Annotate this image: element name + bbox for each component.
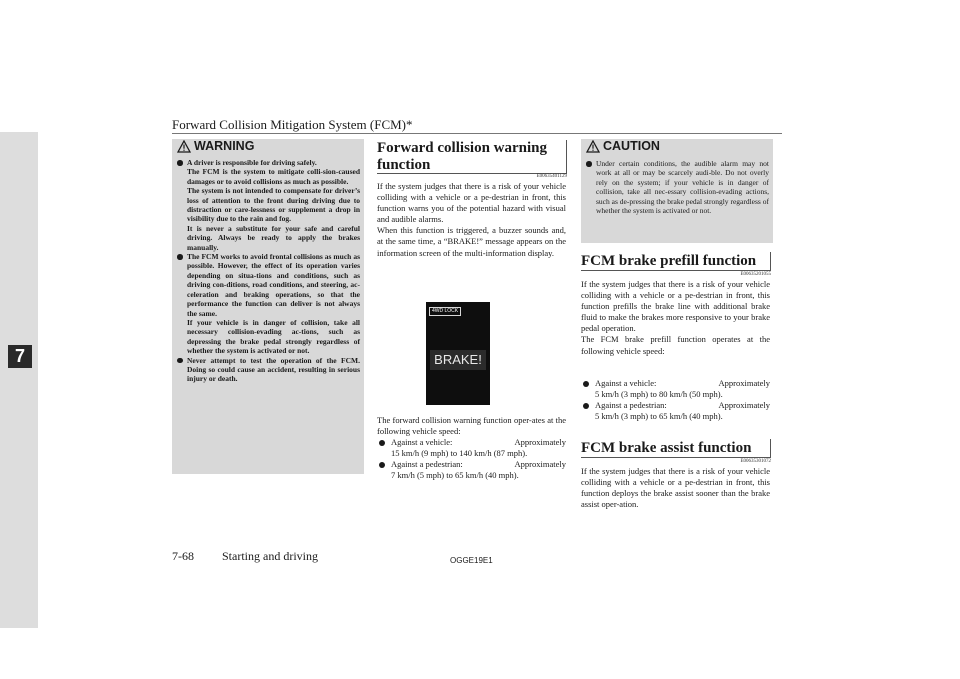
section-code: E00635201055 bbox=[740, 272, 771, 277]
body-paragraph: When this function is triggered, a buzzer sounds and, at the same time, a “BRAKE!” message appears on the information screen of the multi-information display. bbox=[377, 225, 566, 258]
warning-text: The FCM is the system to mitigate colli-sion-caused damages or to avoid collisions as much as possible. bbox=[187, 167, 360, 186]
warning-text: Never attempt to test the operation of the FCM. Doing so could cause an accident, resulting in serious injury or death. bbox=[187, 355, 360, 384]
warning-text: A driver is responsible for driving safely. bbox=[187, 158, 317, 167]
warning-triangle-icon bbox=[177, 140, 191, 153]
section-rule bbox=[581, 457, 771, 458]
section-rule bbox=[581, 270, 771, 271]
warning-item bbox=[177, 158, 360, 252]
footer-page-number: 7-68 bbox=[172, 549, 194, 563]
warning-text: The FCM works to avoid frontal collisions as much as possible. However, the effect of its operation varies depending on situa-tions and conditions, such as driving con-ditions, road conditions, and steering, ac-celeration and braking operations, so that the performance the function can deliver is not always the same. bbox=[187, 252, 360, 318]
header-rule bbox=[172, 133, 782, 134]
speed-value: Approximately bbox=[514, 459, 566, 470]
footer-doc-code: OGGE19E1 bbox=[450, 556, 493, 565]
brake-display-image bbox=[426, 302, 490, 405]
speed-list bbox=[377, 437, 566, 481]
bullet-icon bbox=[586, 161, 592, 167]
speed-label: Against a vehicle: bbox=[391, 437, 453, 447]
section-rule-tick bbox=[770, 439, 771, 457]
caution-label: CAUTION bbox=[603, 139, 660, 153]
footer-section-name: Starting and driving bbox=[222, 549, 318, 563]
caution-item bbox=[586, 159, 769, 215]
speed-list bbox=[581, 378, 770, 422]
speed-intro: The forward collision warning function oper-ates at the following vehicle speed: bbox=[377, 415, 566, 437]
bullet-icon bbox=[177, 254, 183, 260]
warning-text: The system is not intended to compensate for driver’s loss of attention to the front during driving due to distraction or care-lessness or supplement a drop in visibility due to the rain and fog. bbox=[187, 186, 360, 224]
warning-box bbox=[172, 139, 364, 474]
speed-label: Against a pedestrian: bbox=[391, 459, 463, 470]
warning-label: WARNING bbox=[194, 139, 255, 153]
title-line: function bbox=[377, 157, 431, 173]
speed-item bbox=[377, 437, 566, 459]
speed-label: Against a pedestrian: bbox=[595, 400, 667, 411]
speed-range: 5 km/h (3 mph) to 80 km/h (50 mph). bbox=[595, 389, 723, 400]
speed-range: 15 km/h (9 mph) to 140 km/h (87 mph). bbox=[391, 448, 528, 459]
bullet-icon bbox=[379, 462, 385, 468]
speed-value: Approximately bbox=[718, 378, 770, 388]
forward-warning-body bbox=[377, 181, 566, 259]
bullet-icon bbox=[177, 160, 183, 166]
assist-title: FCM brake assist function bbox=[581, 440, 752, 456]
bullet-icon bbox=[177, 358, 183, 364]
speed-value: Approximately bbox=[718, 400, 770, 411]
speed-item bbox=[581, 378, 770, 400]
caution-list bbox=[586, 159, 769, 215]
section-code: E00635301072 bbox=[740, 459, 771, 464]
section-code: E00635401129 bbox=[536, 174, 567, 179]
assist-body: If the system judges that there is a risk of your vehicle colliding with a vehicle or a pe-destrian in front, this function deploys the brake assist sooner than the brake assist oper-ation. bbox=[581, 466, 770, 510]
bullet-icon bbox=[379, 440, 385, 446]
body-paragraph: If the system judges that there is a risk of your vehicle colliding with a vehicle or a pe-destrian in front, this function prefills the brake line with additional brake fluid to make the brakes more responsive to your brake pedal operation. bbox=[581, 279, 770, 334]
title-line: Forward collision warning bbox=[377, 140, 548, 156]
caution-box bbox=[581, 139, 773, 243]
speed-range: 7 km/h (5 mph) to 65 km/h (40 mph). bbox=[391, 470, 519, 481]
speed-item bbox=[581, 400, 770, 422]
prefill-body bbox=[581, 279, 770, 357]
warning-list bbox=[177, 158, 360, 384]
forward-warning-title bbox=[377, 140, 567, 174]
warning-item bbox=[177, 356, 360, 384]
chapter-tab bbox=[0, 132, 38, 628]
bullet-icon bbox=[583, 403, 589, 409]
caution-text: Under certain conditions, the audible alarm may not work at all or may be scarcely audi-ble. Do not overly rely on the system; if your vehicle is in danger of collision, take all nec-essary collision-evading actions, such as de-pressing the brake pedal strongly regardless of whether the system is activated or not. bbox=[596, 159, 769, 216]
bullet-icon bbox=[583, 381, 589, 387]
speed-value: Approximately bbox=[514, 437, 566, 447]
speed-range: 5 km/h (3 mph) to 65 km/h (40 mph). bbox=[595, 411, 723, 422]
warning-item bbox=[177, 252, 360, 355]
section-rule-tick bbox=[770, 252, 771, 270]
section-rule-tick bbox=[566, 140, 567, 173]
warning-text: It is never a substitute for your safe and careful driving. Always be ready to apply the brakes manually. bbox=[187, 223, 360, 252]
warning-triangle-icon bbox=[586, 140, 600, 153]
body-paragraph: If the system judges that there is a risk of your vehicle colliding with a vehicle or a pe-destrian in front, this function warns you of the potential hazard with visual and audible alarms. bbox=[377, 181, 566, 225]
prefill-title: FCM brake prefill function bbox=[581, 253, 757, 269]
running-header-title: Forward Collision Mitigation System (FCM)* bbox=[172, 117, 413, 132]
warning-header bbox=[172, 139, 364, 154]
brake-message: BRAKE! bbox=[430, 350, 486, 370]
warning-text: If your vehicle is in danger of collision, take all necessary collision-evading ac-tions, such as depressing the brake pedal strongly regardless of whether the system is activated or not. bbox=[187, 317, 360, 356]
speed-label: Against a vehicle: bbox=[595, 378, 657, 388]
body-paragraph: The FCM brake prefill function operates at the following vehicle speed: bbox=[581, 334, 770, 356]
4wd-lock-badge: 4WD LOCK bbox=[429, 307, 461, 316]
speed-item bbox=[377, 459, 566, 481]
chapter-number: 7 bbox=[8, 345, 32, 368]
caution-header bbox=[581, 139, 773, 154]
